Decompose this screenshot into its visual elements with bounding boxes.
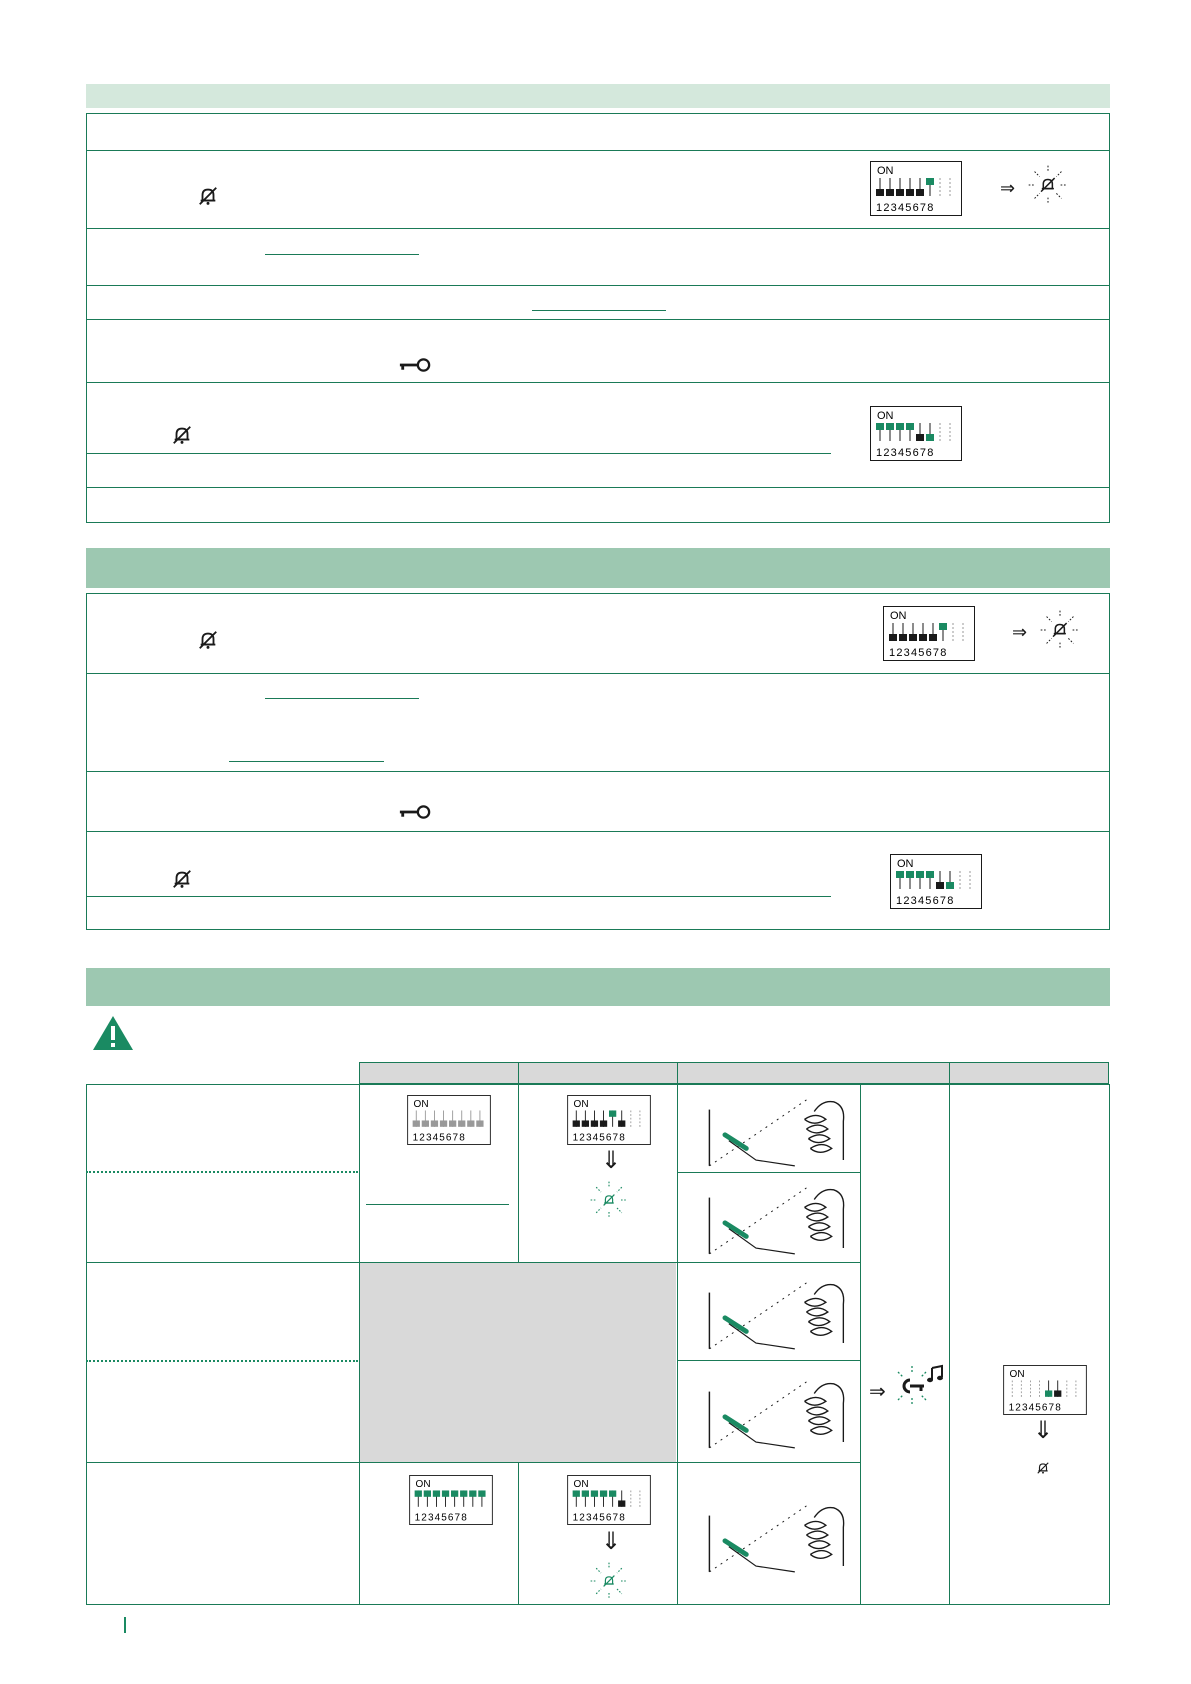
svg-text:12345678: 12345678 [572,1512,626,1524]
row-divider [86,487,1109,488]
row-divider [86,1462,860,1463]
row-divider [86,453,831,454]
svg-text:ON: ON [890,610,907,622]
svg-text:12345678: 12345678 [572,1132,626,1144]
key-icon [398,804,432,820]
bell-off-icon [171,424,193,446]
column-header-3 [677,1062,950,1084]
dip-switch-icon [870,406,962,461]
row-divider [677,1360,860,1361]
bell-off-icon [197,629,219,651]
svg-text:12345678: 12345678 [414,1512,468,1524]
col-divider [677,1084,678,1604]
warning-icon [92,1015,134,1051]
handset-illustration [690,1366,855,1456]
row-divider [86,150,1109,151]
handset-illustration [690,1177,855,1257]
section-3-header [86,968,1110,1006]
svg-text:12345678: 12345678 [889,647,948,659]
link-underline[interactable] [366,1204,509,1205]
row-divider [86,228,1109,229]
svg-text:12345678: 12345678 [412,1132,466,1144]
arrow-right-icon: ⇒ [1000,178,1016,198]
row-divider [86,1262,860,1263]
column-header-2 [518,1062,678,1084]
dip-numbers: 12345678 [876,202,935,214]
grey-cell [359,1262,676,1462]
col-divider [518,1462,519,1604]
flashing-bell-icon [1027,164,1069,206]
row-divider [86,285,1109,286]
col-divider [359,1084,360,1604]
row-divider [86,831,1109,832]
svg-text:ON: ON [573,1478,589,1490]
dip-switch-icon [870,161,962,216]
dip-switch-icon [566,1095,652,1145]
col-divider [518,1084,519,1262]
col-divider [949,1084,950,1604]
handset-illustration [690,1472,855,1598]
flashing-bell-icon [589,1180,629,1220]
link-underline[interactable] [229,761,384,762]
key-music-icon [892,1364,944,1410]
flashing-bell-icon [1039,609,1081,651]
svg-text:ON: ON [1009,1368,1025,1380]
dotted-divider [86,1360,358,1362]
arrow-right-icon: ⇒ [1012,622,1028,642]
arrow-down-icon: ⇓ [601,1528,622,1555]
footer-mark [124,1617,126,1633]
svg-text:12345678: 12345678 [1008,1402,1062,1414]
dotted-divider [86,1171,358,1173]
col-divider [860,1084,861,1604]
dip-switch-icon [566,1475,652,1525]
svg-text:12345678: 12345678 [896,895,955,907]
bell-off-icon [171,868,193,890]
svg-text:ON: ON [413,1098,429,1110]
dip-switch-icon [883,606,975,661]
svg-text:12345678: 12345678 [876,447,935,459]
svg-text:ON: ON [573,1098,589,1110]
row-divider [677,1172,860,1173]
arrow-right-icon: ⇒ [869,1381,886,1403]
flashing-bell-icon [589,1561,629,1601]
row-divider [86,382,1109,383]
handset-illustration [690,1089,855,1169]
row-divider [86,319,1109,320]
bell-off-icon [1036,1461,1050,1475]
dip-switch-icon [406,1095,492,1145]
dip-on-label: ON [877,165,894,177]
svg-text:ON: ON [877,410,894,422]
section-2-header [86,548,1110,588]
arrow-down-icon: ⇓ [601,1147,622,1174]
bell-off-icon [197,185,219,207]
column-header-1 [359,1062,519,1084]
key-icon [398,357,432,373]
dip-switch-icon [1002,1365,1088,1415]
handset-illustration [690,1268,855,1356]
svg-text:ON: ON [415,1478,431,1490]
row-divider [86,896,831,897]
row-divider [86,673,1109,674]
link-underline[interactable] [532,310,666,311]
section-1-header [86,84,1110,108]
row-divider [86,771,1109,772]
svg-text:ON: ON [897,858,914,870]
link-underline[interactable] [265,698,419,699]
dip-switch-icon [408,1475,494,1525]
dip-switch-icon [890,854,982,909]
column-header-4 [949,1062,1109,1084]
link-underline[interactable] [265,254,419,255]
arrow-down-icon: ⇓ [1033,1417,1054,1444]
